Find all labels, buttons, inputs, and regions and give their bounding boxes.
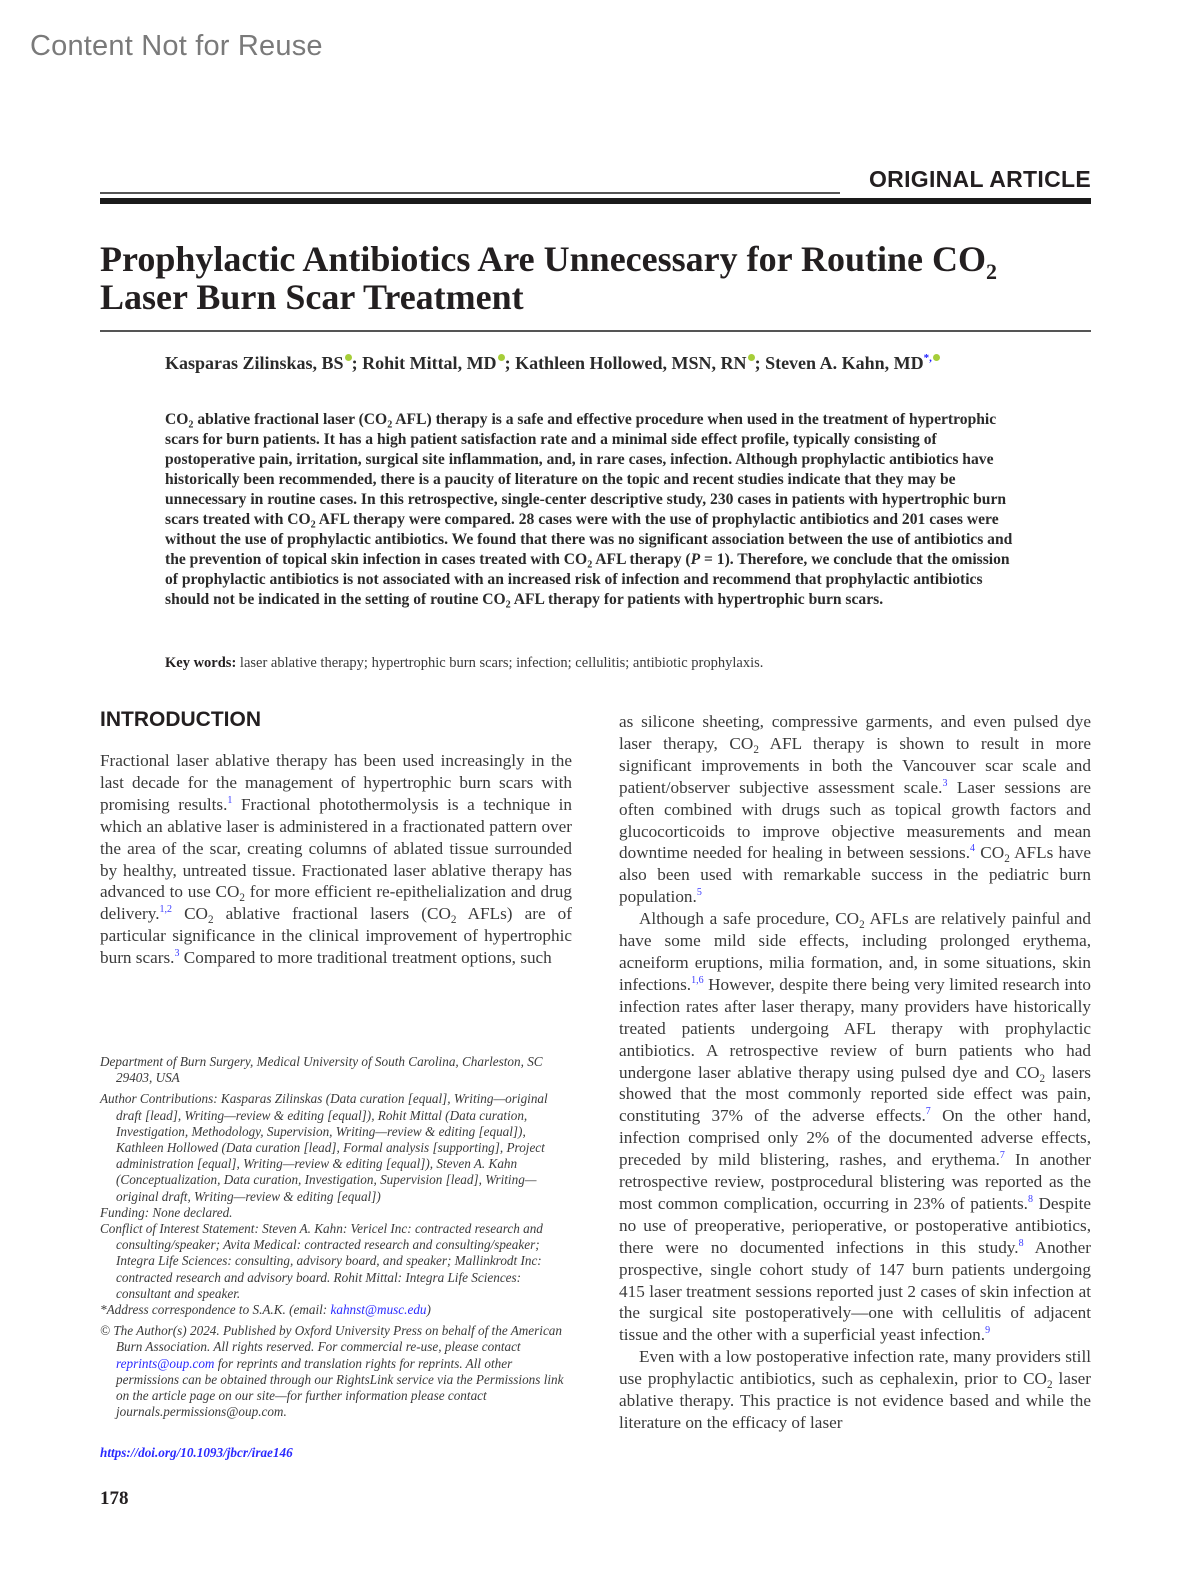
corresponding-author-marker: *,	[923, 352, 932, 364]
abstract-text: AFL therapy (	[592, 551, 691, 568]
reference-citation-link[interactable]: 1,2	[159, 904, 172, 916]
abstract	[165, 410, 1015, 610]
reference-citation-link[interactable]: 8	[1027, 1193, 1033, 1205]
orcid-icon[interactable]	[748, 354, 755, 361]
subscript: 2	[1039, 1072, 1046, 1085]
doi-link[interactable]: https://doi.org/10.1093/jbcr/irae146	[100, 1445, 293, 1460]
correspondence	[100, 1302, 572, 1318]
subscript: 2	[207, 914, 214, 927]
reference-citation-link[interactable]: 8	[1018, 1237, 1024, 1249]
keywords	[165, 655, 763, 672]
orcid-icon[interactable]	[345, 354, 352, 361]
title-rule	[100, 330, 1091, 332]
correspondence-email-link[interactable]: kahnst@musc.edu	[330, 1302, 427, 1318]
reference-citation-link[interactable]: 7	[999, 1150, 1005, 1162]
author-list: Kasparas Zilinskas, BS ; Rohit Mittal, MD ; Kathleen Hollowed, MSN, RN ; Steven A. Kahn, MD*,	[165, 352, 940, 374]
subscript: 2	[1004, 853, 1010, 866]
body-paragraph: as silicone sheeting, compressive garments, and even pulsed dye laser therapy, $CO_2$ AFL therapy is shown to result in more significant improvements in both the Vancouver scar scale and patient/observer subjective assessment scale.$^3$ Laser sessions are often combined with drugs such as topical growth factors and glucocorticoids to improve objective measurements and mean downtime needed for healing in between sessions.$^4$ $CO_2$ AFLs have also been used with remarkable success in the pediatric burn population.$^5$	[619, 712, 1092, 907]
conflict-of-interest: Conflict of Interest Statement: Steven A. Kahn: Vericel Inc: contracted research and consulting/speaker; Avita Medical: contracted research and consulting/speaker; Integra Life Sciences: consulting, advisory board, and speaker; Mallinkrodt Inc: contracted research and advisory board. Rohit Mittal: Integra Life Sciences: consultant and speaker.	[100, 1221, 543, 1301]
affiliation: Department of Burn Surgery, Medical University of South Carolina, Charleston, SC 29403, USA	[100, 1054, 543, 1086]
reference-citation-link[interactable]: 5	[696, 887, 702, 899]
title-line-1: Prophylactic Antibiotics Are Unnecessary for Routine CO	[100, 239, 986, 279]
abstract-text: AFL therapy for patients with hypertrophic burn scars.	[510, 591, 884, 608]
correspondence-prefix: *Address correspondence to S.A.K. (email:	[100, 1302, 331, 1318]
copyright-prefix: © The Author(s) 2024. Published by Oxford University Press on behalf of the American Burn Association. All rights reserved. For commercial re-use, please contact	[100, 1323, 562, 1355]
reprints-email-link[interactable]: reprints@oup.com	[116, 1355, 215, 1371]
funding-statement: Funding: None declared.	[100, 1204, 233, 1220]
watermark: Content Not for Reuse	[30, 30, 323, 62]
reference-citation-link[interactable]: 3	[942, 777, 948, 789]
orcid-icon[interactable]	[498, 354, 505, 361]
abstract-text: ablative fractional laser (CO	[193, 411, 388, 428]
reference-citation-link[interactable]: 1,6	[691, 974, 704, 986]
body-column-right	[619, 711, 1091, 1434]
copyright-suffix: for reprints and translation rights for reprints. All other permissions can be obtained through our RightsLink service via the Permissions link on the article page on our site—for further information please contact journals.permissions@oup.com.	[116, 1355, 564, 1420]
subscript: 2	[188, 419, 194, 431]
copyright-notice	[100, 1323, 572, 1420]
reference-citation-link[interactable]: 7	[925, 1106, 931, 1118]
author-name: Steven A. Kahn, MD	[765, 353, 924, 373]
abstract-text: AFL) therapy is a safe and effective procedure when used in the treatment of hypertrophic scars for burn patients. It has a high patient satisfaction rate and a minimal side effect profile, typically consisting of postoperative pain, irritation, surgical site inflammation, and, in rare cases, infection. Although prophylactic antibiotics have historically been recommended, there is a paucity of literature on the topic and recent studies indicate that they may be unnecessary in routine cases. In this retrospective, single-center descriptive study, 230 cases in patients with hypertrophic burn scars treated with CO	[165, 411, 1007, 528]
page-number: 178	[100, 1488, 129, 1509]
body-paragraph: Fractional laser ablative therapy has been used increasingly in the last decade for the management of hypertrophic burn scars with promising results.$^1$ Fractional photothermolysis is a technique in which an ablative laser is administered in a fractionated pattern over the area of the scar, creating columns of ablated tissue surrounded by healthy, untreated tissue. Fractionated laser ablative therapy has advanced to use $CO_2$ for more efficient re-epithelialization and drug delivery.$^{1,2}$ $CO_2$ ablative fractional lasers ($CO_2$ AFLs) are of particular significance in the clinical improvement of hypertrophic burn scars.$^3$ Compared to more traditional treatment options, such	[100, 751, 572, 968]
subscript: 2	[505, 599, 511, 611]
keywords-label: Key words:	[165, 655, 237, 671]
abstract-text: = 1). Therefore, we conclude that the omission of prophylactic antibiotics is not associated with an increased risk of infection and recommend that prophylactic antibiotics should not be indicated in the setting of routine CO	[165, 551, 1010, 608]
subscript: 2	[450, 914, 457, 927]
reference-citation-link[interactable]: 1	[227, 794, 233, 806]
subscript: 2	[387, 419, 393, 431]
subscript: 2	[859, 919, 865, 932]
orcid-icon[interactable]	[933, 354, 940, 361]
header-thin-rule	[100, 192, 840, 194]
subscript: 2	[1046, 1379, 1053, 1392]
title-subscript: 2	[985, 259, 997, 284]
subscript: 2	[310, 519, 316, 531]
title-line-2: Laser Burn Scar Treatment	[100, 277, 524, 317]
author-name: Kasparas Zilinskas, BS	[165, 353, 344, 373]
abstract-text: AFL therapy were compared. 28 cases were with the use of prophylactic antibiotics and 201 cases were without the use of prophylactic antibiotics. We found that there was no significant association between the use of antibiotics and the prevention of topical skin infection in cases treated with CO	[165, 511, 1013, 568]
footnotes	[100, 1054, 572, 1425]
article-type-label: ORIGINAL ARTICLE	[868, 166, 1091, 192]
correspondence-suffix: )	[426, 1302, 431, 1318]
author-name: Kathleen Hollowed, MSN, RN	[515, 353, 747, 373]
article-type-header	[100, 164, 1091, 204]
article-title	[100, 240, 1090, 316]
author-name: Rohit Mittal, MD	[362, 353, 497, 373]
reference-citation-link[interactable]: 9	[985, 1325, 991, 1337]
abstract-text: CO	[165, 411, 189, 428]
author-contributions: Author Contributions: Kasparas Zilinskas (Data curation [equal], Writing—original draft [lead], Writing—review & editing [equal]), Rohit Mittal (Data curation, Investigation, Methodology, Supervision, Writing—review & editing [equal]), Kathleen Hollowed (Data curation [lead], Formal analysis [supporting], Project administration [equal], Writing—review & editing [equal]), Steven A. Kahn (Conceptualization, Data curation, Investigation, Supervision [lead], Writing—original draft, Writing—review & editing [equal])	[100, 1091, 548, 1204]
subscript: 2	[587, 559, 593, 571]
p-value-symbol: P	[690, 551, 701, 568]
section-heading-introduction: INTRODUCTION	[100, 708, 261, 731]
header-thick-rule	[100, 198, 1091, 204]
body-column-left	[100, 750, 572, 969]
reference-citation-link[interactable]: 4	[970, 843, 976, 855]
body-paragraph: Although a safe procedure, $CO_2$ AFLs are relatively painful and have some mild side effects, including prolonged erythema, acneiform eruptions, milia formation, and, in some situations, skin infections.$^{1,6}$ However, despite there being very limited research into infection rates after laser therapy, many providers have historically treated patients undergoing AFL therapy with prophylactic antibiotics. A retrospective review of burn patients who had undergone laser ablative therapy using pulsed dye and $CO_2$ lasers showed that the most commonly reported side effect was pain, constituting 37% of the adverse effects.$^7$ On the other hand, infection comprised only 2% of the documented adverse effects, preceded by mild blistering, rashes, and erythema.$^7$ In another retrospective review, postprocedural blistering was reported as the most common complication, occurring in 23% of patients.$^8$ Despite no use of preoperative, perioperative, or postoperative antibiotics, there were no documented infections in this study.$^8$ Another prospective, single cohort study of 147 burn patients undergoing 415 laser treatment sessions reported just 2 cases of skin infection at the surgical site postoperatively—one with cellulitis of adjacent tissue and the other with a superficial yeast infection.$^9$	[619, 909, 1092, 1345]
body-paragraph: Even with a low postoperative infection rate, many providers still use prophylactic antibiotics, such as cephalexin, prior to $CO_2$ laser ablative therapy. This practice is not evidence based and while the literature on the efficacy of laser	[619, 1347, 1091, 1432]
keywords-text: laser ablative therapy; hypertrophic burn scars; infection; cellulitis; antibiotic prophylaxis.	[236, 655, 764, 671]
reference-citation-link[interactable]: 3	[174, 948, 180, 960]
subscript: 2	[239, 892, 245, 905]
subscript: 2	[753, 743, 759, 756]
